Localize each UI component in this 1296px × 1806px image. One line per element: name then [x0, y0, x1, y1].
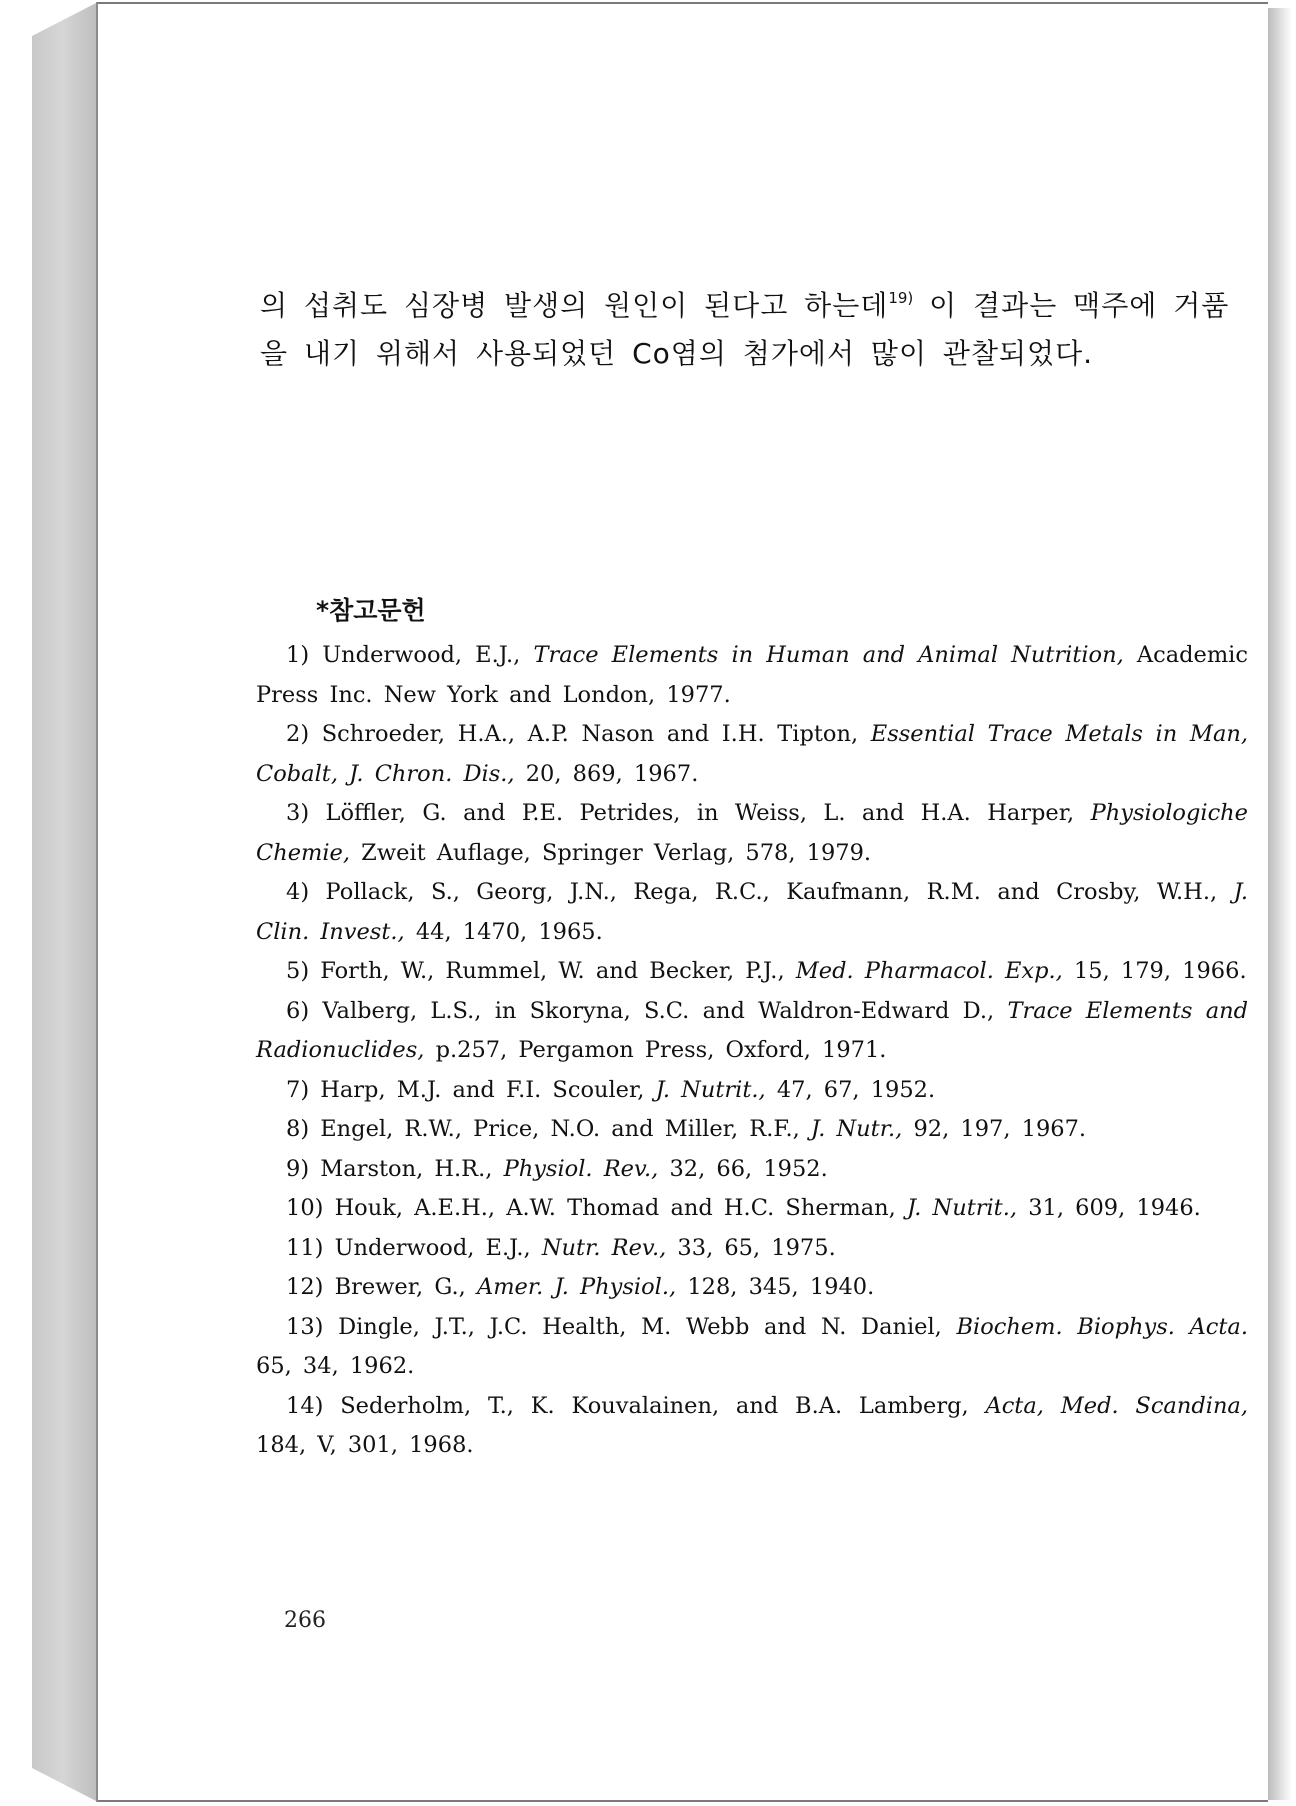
reference-details: 47, 67, 1952. — [765, 1076, 936, 1103]
reference-authors: Schroeder, H.A., A.P. Nason and I.H. Tipton, — [321, 721, 871, 747]
paragraph-text-end: 이 결과는 맥주에 거품을 내기 위해서 사용되었던 Co염의 첨가에서 많이 관찰되었다. — [260, 289, 1230, 370]
reference-details: 128, 345, 1940. — [676, 1274, 875, 1300]
reference-title: J. Clin. Invest., — [256, 879, 1248, 945]
reference-number: 10) — [286, 1195, 335, 1221]
reference-number: 11) — [286, 1234, 335, 1261]
reference-number: 3) — [286, 800, 326, 826]
reference-authors: Houk, A.E.H., A.W. Thomad and H.C. Sherman, — [334, 1195, 907, 1221]
reference-item-11 — [256, 1229, 1248, 1269]
reference-details: 20, 869, 1967. — [514, 760, 699, 787]
reference-item-6 — [256, 992, 1248, 1071]
reference-authors: Underwood, E.J., — [322, 642, 534, 668]
reference-title: Med. Pharmacol. Exp., — [795, 958, 1063, 984]
reference-title: Trace Elements and Radionuclides, — [256, 997, 1249, 1063]
reference-number: 5) — [286, 958, 321, 984]
reference-item-10 — [256, 1189, 1248, 1229]
korean-paragraph — [260, 274, 1248, 378]
reference-item-7 — [256, 1071, 1248, 1111]
reference-authors: Valberg, L.S., in Skoryna, S.C. and Waldron-Edward D., — [322, 997, 1008, 1024]
reference-authors: Dingle, J.T., J.C. Health, M. Webb and N. Daniel, — [338, 1313, 957, 1340]
reference-item-2 — [256, 715, 1248, 794]
reference-title: J. Nutr., — [810, 1116, 903, 1142]
reference-details: 92, 197, 1967. — [902, 1116, 1087, 1142]
reference-number: 13) — [286, 1313, 339, 1340]
reference-number: 4) — [286, 879, 326, 905]
reference-title: Physiologiche Chemie, — [256, 800, 1248, 866]
reference-number: 9) — [286, 1155, 321, 1182]
reference-details: 44, 1470, 1965. — [404, 918, 603, 945]
reference-item-4 — [256, 873, 1248, 952]
reference-details: 15, 179, 1966. — [1062, 958, 1247, 984]
reference-authors: Sederholm, T., K. Kouvalainen, and B.A. Lamberg, — [340, 1392, 986, 1419]
reference-item-5 — [256, 952, 1248, 992]
document-page — [98, 2, 1268, 1802]
reference-details: 184, V, 301, 1968. — [256, 1432, 474, 1458]
reference-details: p.257, Pergamon Press, Oxford, 1971. — [424, 1037, 887, 1063]
reference-item-9 — [256, 1150, 1248, 1190]
reference-number: 12) — [286, 1274, 335, 1300]
reference-number: 1) — [286, 642, 323, 668]
reference-number: 8) — [286, 1116, 321, 1142]
reference-details: Academic Press Inc. New York and London, 1977. — [256, 642, 1248, 708]
reference-authors: Forth, W., Rummel, W. and Becker, P.J., — [320, 958, 796, 984]
reference-item-13 — [256, 1308, 1248, 1387]
reference-authors: Marston, H.R., — [320, 1155, 504, 1182]
references-section — [256, 594, 1248, 1466]
reference-title: Amer. J. Physiol., — [476, 1274, 677, 1300]
page-shadow — [1268, 8, 1292, 1800]
reference-authors: Underwood, E.J., — [334, 1234, 542, 1261]
reference-number: 14) — [286, 1392, 341, 1419]
reference-number: 7) — [286, 1076, 321, 1103]
reference-number: 2) — [286, 721, 322, 747]
book-spine — [32, 2, 98, 1802]
reference-details: 65, 34, 1962. — [256, 1353, 415, 1379]
reference-item-8 — [256, 1110, 1248, 1150]
reference-item-12 — [256, 1268, 1248, 1308]
reference-details: Zweit Auflage, Springer Verlag, 578, 1979. — [350, 839, 872, 866]
reference-title: Physiol. Rev., — [503, 1155, 659, 1182]
reference-item-1 — [256, 636, 1248, 715]
reference-details: 33, 65, 1975. — [666, 1234, 836, 1261]
reference-item-14 — [256, 1387, 1248, 1466]
reference-authors: Harp, M.J. and F.I. Scouler, — [320, 1076, 656, 1103]
reference-details: 32, 66, 1952. — [658, 1155, 828, 1182]
reference-authors: Brewer, G., — [334, 1274, 477, 1300]
reference-number: 6) — [286, 997, 323, 1024]
reference-details: 31, 609, 1946. — [1017, 1195, 1201, 1221]
reference-item-3 — [256, 794, 1248, 873]
paragraph-text-start: 의 섭취도 심장병 발생의 원인이 된다고 하는데 — [260, 289, 889, 322]
citation-superscript: 19) — [888, 289, 914, 307]
reference-title: J. Nutrit., — [906, 1195, 1018, 1221]
reference-title: Trace Elements in Human and Animal Nutrition, — [533, 642, 1124, 668]
reference-authors: Löffler, G. and P.E. Petrides, in Weiss, L. and H.A. Harper, — [325, 800, 1091, 826]
reference-list — [256, 636, 1248, 1466]
reference-title: Essential Trace Metals in Man, Cobalt, J. Chron. Dis., — [256, 721, 1249, 787]
references-heading: *참고문헌 — [316, 596, 426, 625]
reference-authors: Engel, R.W., Price, N.O. and Miller, R.F., — [320, 1116, 811, 1142]
page-number: 266 — [284, 1608, 326, 1633]
reference-authors: Pollack, S., Georg, J.N., Rega, R.C., Kaufmann, R.M. and Crosby, W.H., — [325, 879, 1234, 905]
reference-title: J. Nutrit., — [655, 1076, 766, 1103]
reference-title: Biochem. Biophys. Acta. — [956, 1313, 1248, 1340]
reference-title: Acta, Med. Scandina, — [985, 1392, 1248, 1419]
reference-title: Nutr. Rev., — [541, 1234, 667, 1261]
